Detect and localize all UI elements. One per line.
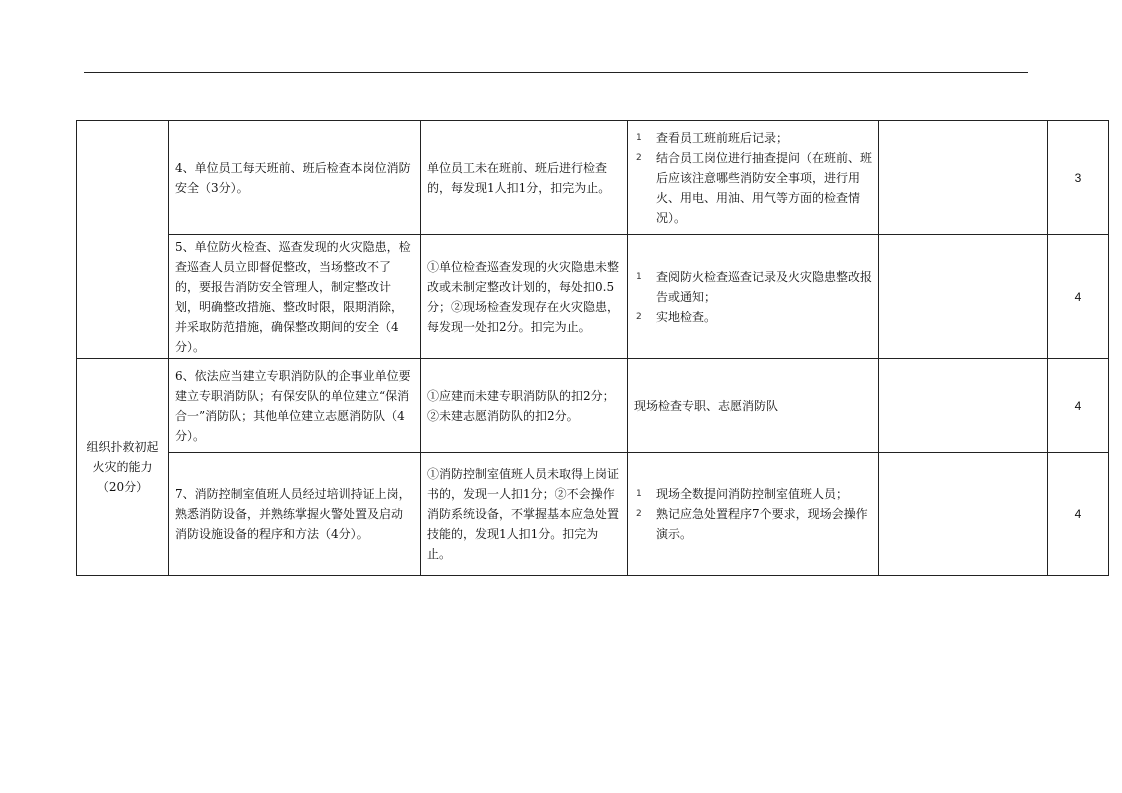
list-text: 结合员工岗位进行抽查提问（在班前、班后应该注意哪些消防安全事项，进行用火、用电、用油、用气等方面的检查情况）。: [656, 150, 873, 225]
remark-cell: [879, 359, 1048, 453]
list-text: 查看员工班前班后记录；: [656, 130, 789, 145]
fire-safety-assessment-table: [76, 120, 1109, 576]
list-text: 现场全数提问消防控制室值班人员；: [656, 487, 849, 501]
method-cell: [628, 235, 879, 359]
deduction-cell: ①消防控制室值班人员未取得上岗证书的，发现一人扣1分；②不会操作消防系统设备，不掌握基本应急处置技能的，发现1人扣1分。扣完为止。: [421, 453, 628, 576]
list-number: 2: [636, 509, 642, 519]
score-cell: 4: [1048, 235, 1109, 359]
item-cell: 5、单位防火检查、巡查发现的火灾隐患，检查巡查人员立即督促整改，当场整改不了的，要报告消防安全管理人，制定整改计划，明确整改措施、整改时限，限期消除，并采取防范措施，确保整改期间的安全（4分）。: [169, 235, 421, 359]
category-cell-continued: [77, 121, 169, 359]
table-row: [77, 359, 1109, 453]
score-cell: 4: [1048, 453, 1109, 576]
table-row: [77, 453, 1109, 576]
list-item: [634, 504, 872, 544]
score-cell: 4: [1048, 359, 1109, 453]
deduction-cell: ①应建而未建专职消防队的扣2分；②未建志愿消防队的扣2分。: [421, 359, 628, 453]
list-item: [634, 128, 872, 148]
method-cell: 现场检查专职、志愿消防队: [628, 359, 879, 453]
list-item: [634, 307, 872, 327]
list-item: [634, 267, 872, 307]
list-text: 熟记应急处置程序7个要求，现场会操作演示。: [656, 507, 868, 541]
item-cell: 7、消防控制室值班人员经过培训持证上岗，熟悉消防设备，并熟练掌握火警处置及启动消防设施设备的程序和方法（4分）。: [169, 453, 421, 576]
remark-cell: [879, 121, 1048, 235]
item-cell: 4、单位员工每天班前、班后检查本岗位消防安全（3分）。: [169, 121, 421, 235]
list-item: [634, 484, 872, 504]
list-number: 1: [636, 489, 642, 499]
method-cell: [628, 453, 879, 576]
method-cell: [628, 121, 879, 235]
list-number: 2: [636, 311, 642, 322]
table-row: [77, 121, 1109, 235]
list-number: 1: [636, 271, 642, 282]
list-number: 1: [636, 132, 642, 143]
method-list: [634, 128, 872, 228]
score-cell: 3: [1048, 121, 1109, 235]
method-list: [634, 267, 872, 327]
remark-cell: [879, 453, 1048, 576]
table-row: [77, 235, 1109, 359]
list-number: 2: [636, 152, 642, 163]
deduction-cell: ①单位检查巡查发现的火灾隐患未整改或未制定整改计划的，每处扣0.5分；②现场检查发现存在火灾隐患，每发现一处扣2分。扣完为止。: [421, 235, 628, 359]
item-cell: 6、依法应当建立专职消防队的企事业单位要建立专职消防队；有保安队的单位建立“保消合一”消防队；其他单位建立志愿消防队（4分）。: [169, 359, 421, 453]
header-rule: [84, 72, 1028, 73]
remark-cell: [879, 235, 1048, 359]
deduction-cell: 单位员工未在班前、班后进行检查的，每发现1人扣1分，扣完为止。: [421, 121, 628, 235]
list-text: 实地检查。: [656, 309, 717, 324]
method-list: [634, 484, 872, 544]
category-cell: 组织扑救初起火灾的能力（20分）: [77, 359, 169, 576]
list-text: 查阅防火检查巡查记录及火灾隐患整改报告或通知；: [656, 269, 873, 304]
list-item: [634, 148, 872, 228]
